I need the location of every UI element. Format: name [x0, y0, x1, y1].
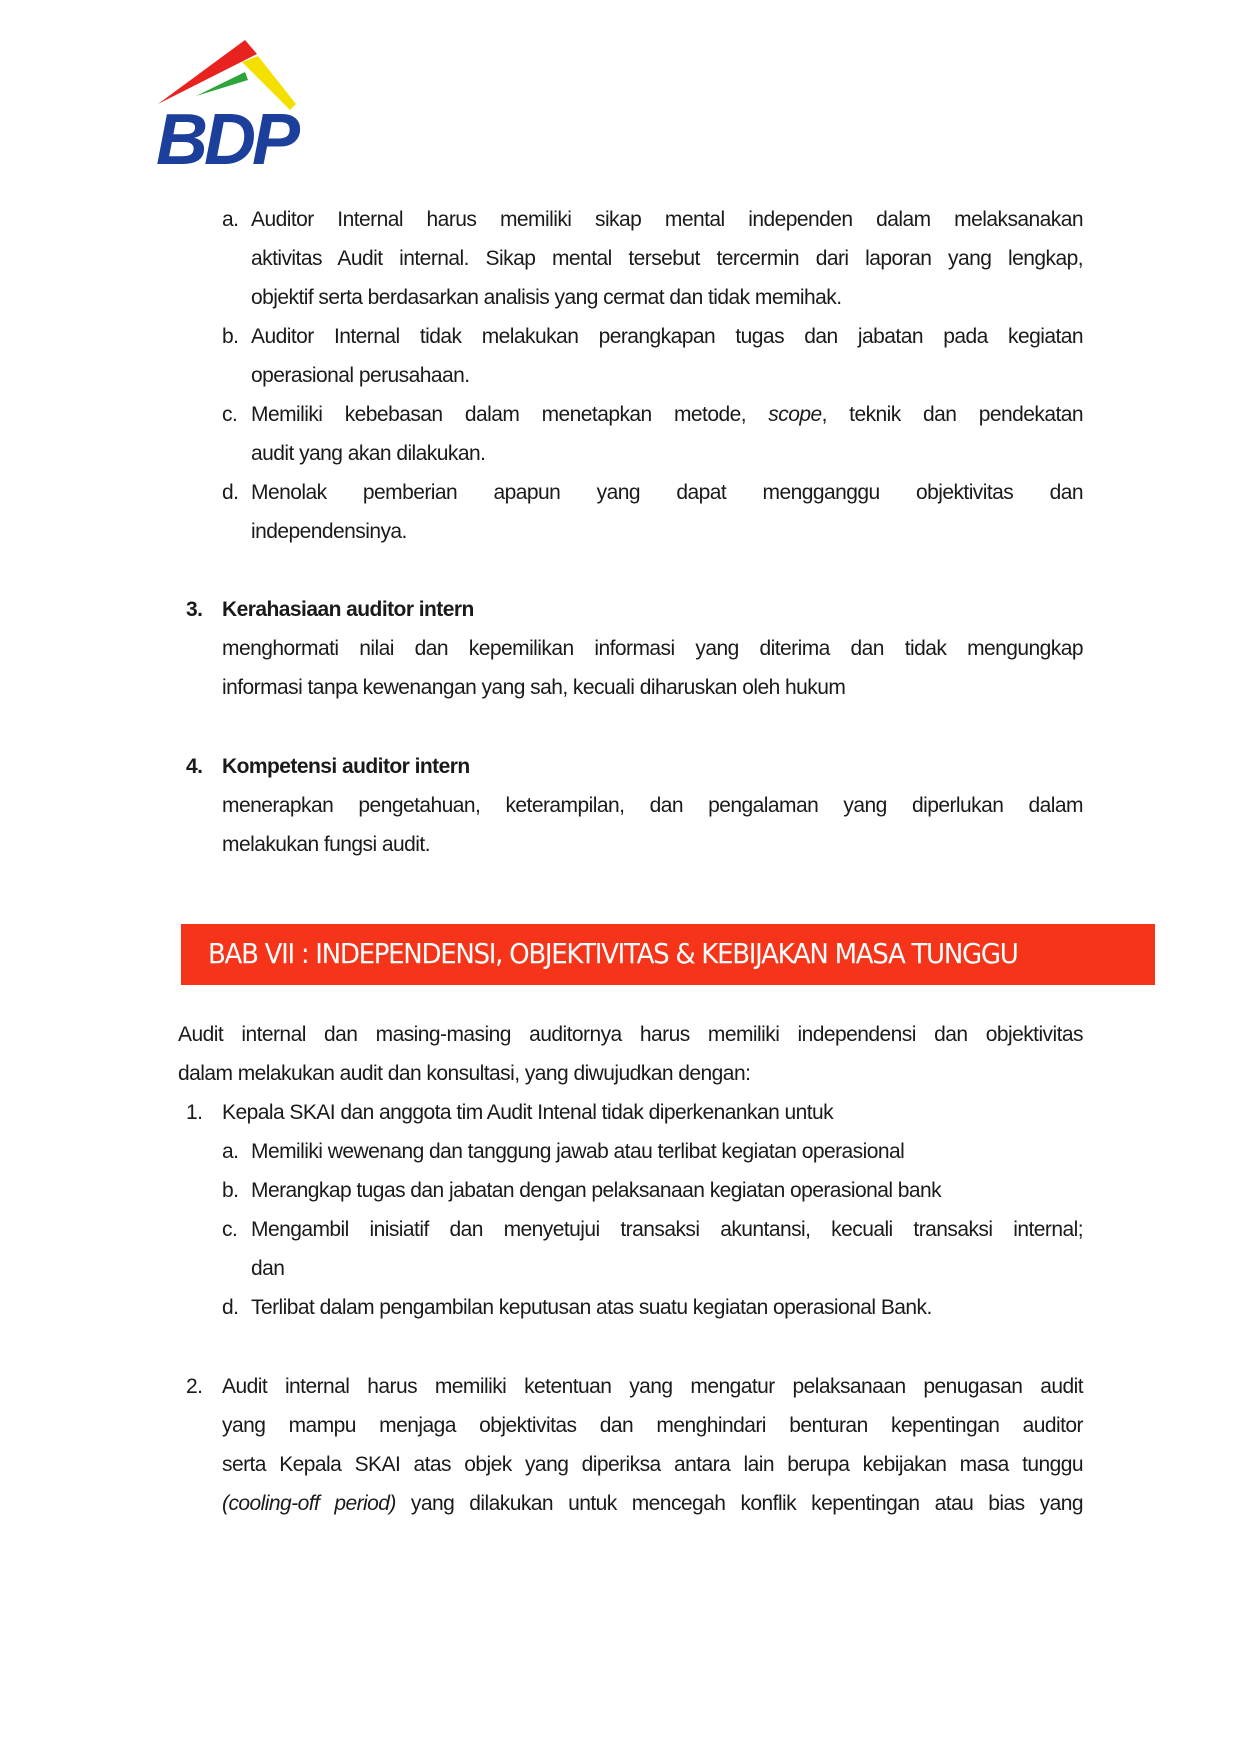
list-marker: b. — [222, 1179, 239, 1202]
list-item-text — [251, 403, 1083, 427]
text-segment: Memiliki kebebasan dalam menetapkan metode, — [251, 403, 769, 426]
list-marker: 1. — [186, 1101, 203, 1124]
bdp-logo-icon — [150, 32, 320, 180]
list-item-text: independensinya. — [251, 520, 407, 543]
section-heading: Kerahasiaan auditor intern — [222, 598, 474, 621]
italic-term: scope — [768, 403, 822, 426]
paragraph-line: dalam melakukan audit dan konsultasi, yang diwujudkan dengan: — [178, 1062, 751, 1085]
list-marker: 3. — [186, 598, 203, 621]
list-marker: 4. — [186, 755, 203, 778]
list-item-text: dan — [251, 1257, 285, 1280]
list-marker: d. — [222, 481, 239, 504]
list-item-text: serta Kepala SKAI atas objek yang diperiksa antara lain berupa kebijakan masa tunggu — [222, 1453, 1083, 1476]
list-item-text: Kepala SKAI dan anggota tim Audit Intenal tidak diperkenankan untuk — [222, 1101, 834, 1124]
list-marker: 2. — [186, 1375, 203, 1398]
chapter-banner — [181, 924, 1155, 985]
list-item-text: Mengambil inisiatif dan menyetujui transaksi akuntansi, kecuali transaksi internal; — [251, 1218, 1083, 1241]
list-item-text: audit yang akan dilakukan. — [251, 442, 486, 465]
list-item-text: Auditor Internal tidak melakukan perangkapan tugas dan jabatan pada kegiatan — [251, 325, 1083, 348]
paragraph-line: informasi tanpa kewenangan yang sah, kecuali diharuskan oleh hukum — [222, 676, 846, 699]
paragraph-line: menerapkan pengetahuan, keterampilan, dan pengalaman yang diperlukan dalam — [222, 794, 1083, 817]
text-segment: yang dilakukan untuk mencegah konflik kepentingan atau bias yang — [395, 1492, 1083, 1515]
section-heading: Kompetensi auditor intern — [222, 755, 470, 778]
list-item-text — [222, 1492, 1083, 1516]
list-item-text: Auditor Internal harus memiliki sikap mental independen dalam melaksanakan — [251, 208, 1083, 231]
list-item-text: Memiliki wewenang dan tanggung jawab atau terlibat kegiatan operasional — [251, 1140, 905, 1163]
text-segment: , teknik dan pendekatan — [821, 403, 1083, 426]
list-item-text: yang mampu menjaga objektivitas dan menghindari benturan kepentingan auditor — [222, 1414, 1083, 1437]
list-item-text: objektif serta berdasarkan analisis yang cermat dan tidak memihak. — [251, 286, 842, 309]
list-item-text: Terlibat dalam pengambilan keputusan atas suatu kegiatan operasional Bank. — [251, 1296, 932, 1319]
list-item-text: Audit internal harus memiliki ketentuan yang mengatur pelaksanaan penugasan audit — [222, 1375, 1083, 1398]
list-item-text: operasional perusahaan. — [251, 364, 470, 387]
list-item-text: Merangkap tugas dan jabatan dengan pelaksanaan kegiatan operasional bank — [251, 1179, 942, 1202]
chapter-title: BAB VII : INDEPENDENSI, OBJEKTIVITAS & KEBIJAKAN MASA TUNGGU — [208, 937, 1018, 970]
company-logo — [150, 32, 320, 180]
list-item-text: Menolak pemberian apapun yang dapat mengganggu objektivitas dan — [251, 481, 1083, 504]
list-marker: c. — [222, 403, 238, 426]
list-item-text: aktivitas Audit internal. Sikap mental tersebut tercermin dari laporan yang lengkap, — [251, 247, 1083, 270]
list-marker: b. — [222, 325, 239, 348]
list-marker: a. — [222, 1140, 239, 1163]
list-marker: a. — [222, 208, 239, 231]
paragraph-line: Audit internal dan masing-masing auditornya harus memiliki independensi dan objektivitas — [178, 1023, 1083, 1046]
paragraph-line: melakukan fungsi audit. — [222, 833, 430, 856]
list-marker: d. — [222, 1296, 239, 1319]
list-marker: c. — [222, 1218, 238, 1241]
paragraph-line: menghormati nilai dan kepemilikan informasi yang diterima dan tidak mengungkap — [222, 637, 1083, 660]
svg-text:BDP: BDP — [156, 100, 297, 180]
italic-term: (cooling-off period) — [222, 1492, 396, 1515]
